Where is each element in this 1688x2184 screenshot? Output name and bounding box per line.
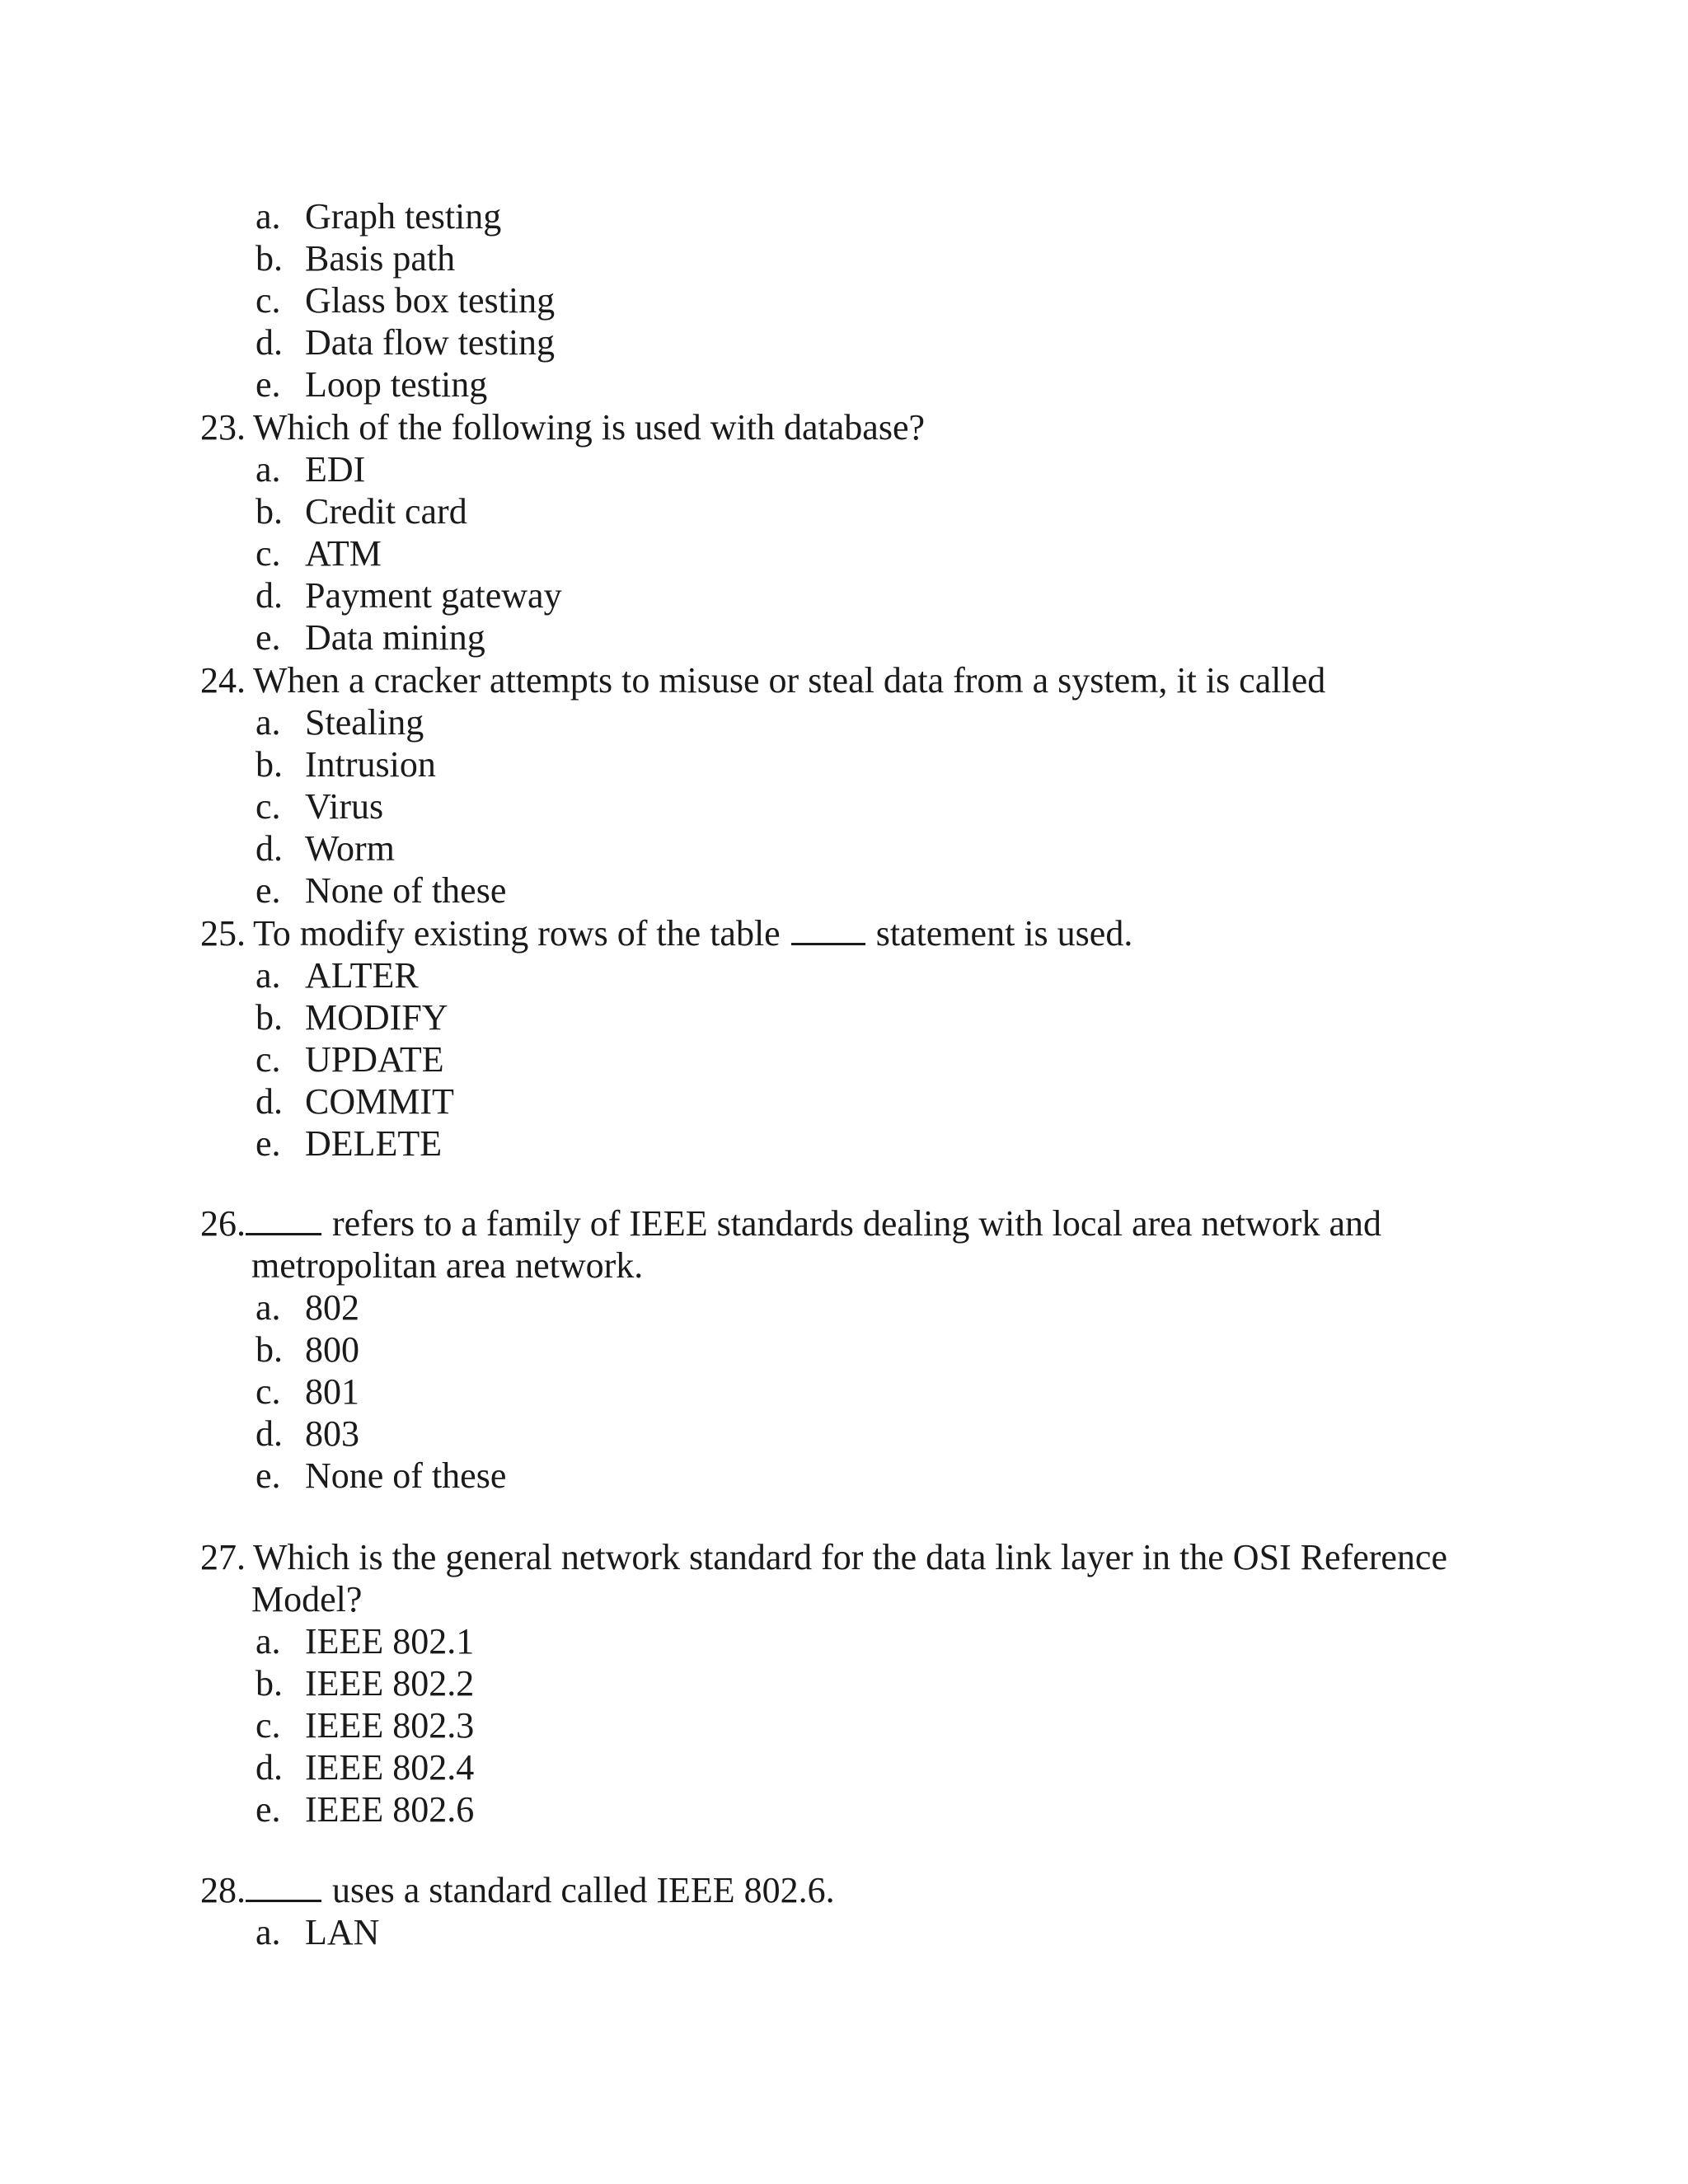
option-text: Payment gateway bbox=[305, 575, 562, 616]
option-letter: a. bbox=[256, 1912, 281, 1952]
question-text: Which is the general network standard for the data link layer in the OSI Reference bbox=[253, 1537, 1447, 1577]
option-letter: c. bbox=[256, 1371, 281, 1412]
question-number-label: 26. bbox=[200, 1203, 246, 1244]
option-text: DELETE bbox=[305, 1123, 443, 1164]
question-number bbox=[200, 1202, 1381, 1245]
option-text: IEEE 802.1 bbox=[305, 1621, 475, 1661]
answer-blank bbox=[246, 1870, 321, 1902]
question-number: 24. bbox=[200, 660, 246, 701]
option-text: EDI bbox=[305, 449, 366, 490]
option-text: Basis path bbox=[305, 238, 456, 279]
option-letter: a. bbox=[256, 1287, 281, 1328]
question-text: When a cracker attempts to misuse or steal data from a system, it is called bbox=[253, 660, 1326, 701]
question-number bbox=[200, 1869, 835, 1912]
option-letter: a. bbox=[256, 702, 281, 743]
option-text: 802 bbox=[305, 1287, 359, 1328]
option-text: MODIFY bbox=[305, 997, 448, 1038]
option-letter: d. bbox=[256, 322, 283, 363]
option-text: UPDATE bbox=[305, 1039, 444, 1080]
option-letter: e. bbox=[256, 1123, 281, 1164]
answer-blank bbox=[791, 913, 865, 945]
option-letter: a. bbox=[256, 449, 281, 490]
option-text: Intrusion bbox=[305, 744, 436, 785]
question-text: Which of the following is used with database? bbox=[253, 407, 926, 448]
option-letter: c. bbox=[256, 280, 281, 321]
question-text-after: statement is used. bbox=[875, 913, 1133, 954]
option-letter: d. bbox=[256, 1413, 283, 1454]
question-number: 27. bbox=[200, 1537, 246, 1577]
option-letter: e. bbox=[256, 617, 281, 658]
option-text: Worm bbox=[305, 828, 395, 869]
option-text: Glass box testing bbox=[305, 280, 556, 321]
option-text: IEEE 802.3 bbox=[305, 1705, 475, 1746]
option-letter: b. bbox=[256, 1329, 283, 1370]
option-letter: c. bbox=[256, 1039, 281, 1080]
option-text: IEEE 802.4 bbox=[305, 1747, 475, 1788]
option-text: None of these bbox=[305, 870, 507, 911]
question-text-continued: Model? bbox=[251, 1579, 363, 1619]
option-text: IEEE 802.6 bbox=[305, 1789, 475, 1830]
option-letter: e. bbox=[256, 1789, 281, 1830]
option-letter: b. bbox=[256, 491, 283, 532]
option-letter: d. bbox=[256, 1747, 283, 1788]
option-letter: d. bbox=[256, 575, 283, 616]
question-number-label: 28. bbox=[200, 1870, 246, 1910]
option-letter: a. bbox=[256, 955, 281, 996]
option-letter: a. bbox=[256, 1621, 281, 1661]
option-text: ATM bbox=[305, 533, 382, 574]
option-letter: b. bbox=[256, 997, 283, 1038]
option-letter: d. bbox=[256, 828, 283, 869]
option-letter: b. bbox=[256, 744, 283, 785]
answer-blank bbox=[246, 1203, 321, 1235]
option-text: Data mining bbox=[305, 617, 485, 658]
option-letter: c. bbox=[256, 786, 281, 827]
option-letter: b. bbox=[256, 238, 283, 279]
option-text: 803 bbox=[305, 1413, 359, 1454]
option-text: Virus bbox=[305, 786, 384, 827]
option-letter: d. bbox=[256, 1081, 283, 1122]
question-text-before: To modify existing rows of the table bbox=[253, 913, 781, 954]
option-letter: c. bbox=[256, 533, 281, 574]
option-text: Graph testing bbox=[305, 196, 502, 237]
option-letter: e. bbox=[256, 364, 281, 405]
option-letter: c. bbox=[256, 1705, 281, 1746]
option-text: Data flow testing bbox=[305, 322, 556, 363]
option-letter: b. bbox=[256, 1663, 283, 1704]
option-text: COMMIT bbox=[305, 1081, 454, 1122]
option-text: None of these bbox=[305, 1455, 507, 1496]
question-number: 23. bbox=[200, 407, 246, 448]
question-number: 25. bbox=[200, 913, 246, 954]
question-text: refers to a family of IEEE standards dealing with local area network and bbox=[332, 1203, 1382, 1244]
option-text: Credit card bbox=[305, 491, 467, 532]
option-text: LAN bbox=[305, 1912, 380, 1952]
option-text: 801 bbox=[305, 1371, 359, 1412]
question-text-continued: metropolitan area network. bbox=[251, 1245, 644, 1286]
option-letter: e. bbox=[256, 870, 281, 911]
option-text: 800 bbox=[305, 1329, 359, 1370]
option-letter: e. bbox=[256, 1455, 281, 1496]
option-text: ALTER bbox=[305, 955, 419, 996]
option-text: Stealing bbox=[305, 702, 424, 743]
question-text: uses a standard called IEEE 802.6. bbox=[332, 1870, 835, 1910]
option-text: IEEE 802.2 bbox=[305, 1663, 475, 1704]
option-text: Loop testing bbox=[305, 364, 488, 405]
option-letter: a. bbox=[256, 196, 281, 237]
question-text bbox=[253, 912, 1132, 955]
